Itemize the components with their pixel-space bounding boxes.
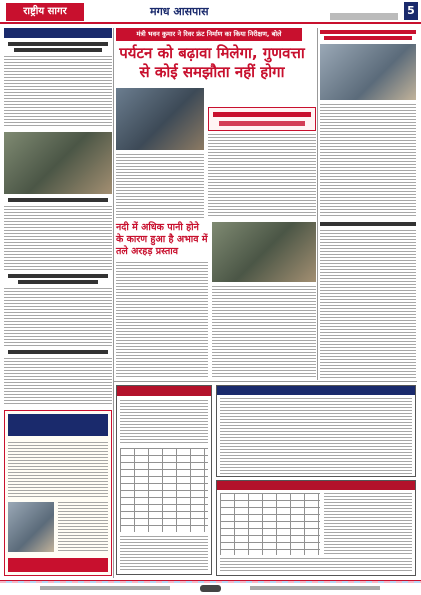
notice-header	[217, 481, 415, 490]
story-headline	[320, 30, 416, 34]
ad-photo	[8, 502, 54, 552]
story-headline	[14, 48, 102, 52]
story-text	[320, 104, 416, 218]
notice-text	[220, 398, 412, 474]
story-text	[212, 286, 316, 378]
section-divider	[114, 381, 417, 382]
notice-text	[120, 536, 208, 572]
ad-text	[58, 502, 108, 552]
news-photo	[212, 222, 316, 282]
news-photo	[4, 132, 112, 194]
story-headline	[18, 280, 98, 284]
newspaper-brand: राष्ट्रीय सागर	[6, 3, 84, 21]
sub-headline: नदी में अधिक पानी होने के कारण हुआ है अभाव में तले अरहड़ प्रस्ताव	[116, 222, 208, 257]
story-headline	[8, 274, 108, 278]
page-footer	[0, 580, 421, 595]
story-text	[4, 56, 112, 128]
notice-header	[217, 386, 415, 395]
story-text	[4, 206, 112, 270]
notice-text	[220, 558, 412, 572]
notice-table	[120, 448, 208, 532]
quote-box	[208, 107, 316, 131]
lead-headline: पर्यटन को बढ़ावा मिलेगा, गुणवत्ता से कोई समझौता नहीं होगा	[119, 44, 305, 81]
story-text	[4, 358, 112, 406]
lead-photo	[116, 88, 204, 150]
column-divider	[113, 28, 114, 578]
lead-text	[208, 134, 316, 218]
story-headline	[8, 198, 108, 202]
story-headline	[320, 222, 416, 226]
column-label-bar	[4, 28, 112, 38]
story-headline	[324, 36, 412, 40]
sub-story-text	[116, 262, 208, 378]
column-divider	[317, 28, 318, 380]
ad-banner	[8, 414, 108, 436]
story-headline	[8, 42, 108, 46]
lead-kicker: मंत्री भवन कुमार ने रिवर फ्रंट निर्माण का किया निरीक्षण, बोले	[116, 28, 302, 41]
ad-footer	[8, 558, 108, 572]
story-text	[320, 230, 416, 378]
notice-text	[120, 400, 208, 444]
lead-text	[116, 154, 204, 218]
story-headline	[8, 350, 108, 354]
page-number: 5	[404, 2, 418, 20]
notice-header	[117, 386, 211, 396]
dateline	[330, 13, 398, 20]
section-title: मगध आसपास	[150, 5, 209, 18]
left-column	[4, 28, 112, 406]
story-text	[4, 288, 112, 346]
ad-text	[8, 442, 108, 498]
notice-text	[324, 493, 412, 555]
news-photo	[320, 44, 416, 100]
notice-table	[220, 493, 320, 555]
